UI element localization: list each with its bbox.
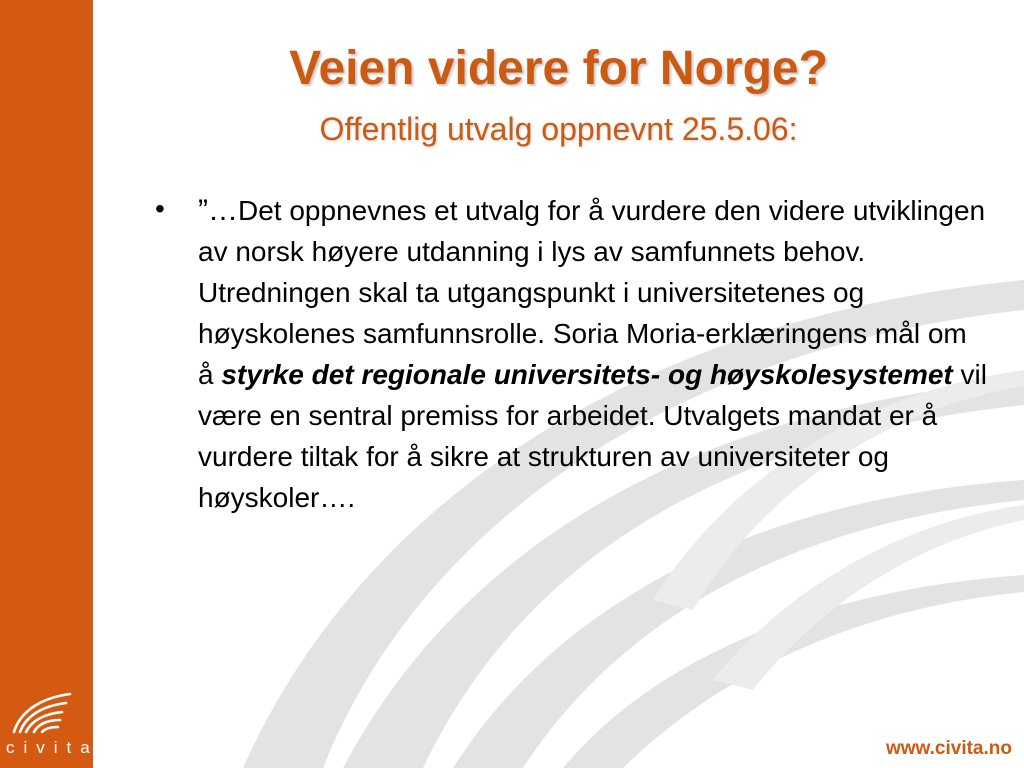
paragraph-text-part2: vil være en sentral premiss for arbeidet. Utvalgets mandat er å vurdere tiltak for å sikre at strukturen av universiteter og høyskoler…. [198,359,987,513]
logo-wordmark: civita [6,738,99,757]
paragraph-emphasis: styrke det regionale universitets- og høyskolesystemet [221,359,953,390]
civita-logo-icon [6,686,86,736]
slide-subtitle: Offentlig utvalg oppnevnt 25.5.06: [319,111,798,147]
slide-title: Veien videre for Norge? [289,42,828,95]
bullet-paragraph [198,190,988,518]
paragraph-text-part1: Det oppnevnes et utvalg for å vurdere den videre utviklingen av norsk høyere utdanning i lys av samfunnets behov. Utredningen skal ta utgangspunkt i universitetenes og høyskolenes samfunnsrolle. Soria Moria-erklæringens mål om å [198,195,986,390]
website-link[interactable]: www.civita.no [886,738,1012,759]
quote-lead: ”… [198,194,238,227]
bullet-marker: • [155,193,165,224]
brand-sidebar [0,0,99,768]
